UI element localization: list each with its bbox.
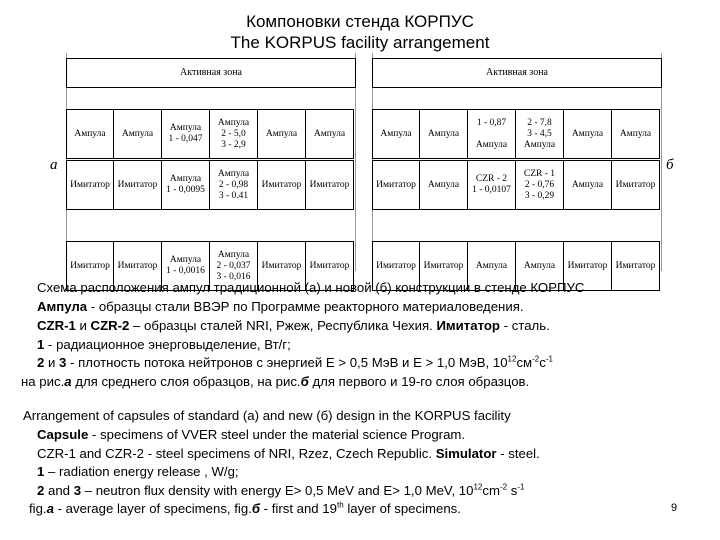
cell-line: 2 - 7,8	[527, 117, 552, 128]
cell-line	[490, 129, 492, 140]
cell-line: Ампула	[475, 139, 508, 150]
en-caption-line-5: 2 and 3 – neutron flux density with energy E> 0,5 MeV and E> 1,0 MeV, $10^{12}cm^{-2}$ $s^{-1}$	[37, 482, 525, 498]
grid-cell: Имитатор	[114, 160, 162, 210]
grid-cell	[468, 109, 516, 159]
ru-caption-line-6: на рис.а для среднего слоя образцов, на рис.б для первого и 19-го слоя образцов.	[21, 374, 530, 389]
grid-cell: Имитатор	[612, 241, 660, 291]
grid-cell: Ампула	[114, 109, 162, 159]
grid-cell: Ампула	[516, 241, 564, 291]
grid-cell: Ампула	[564, 109, 612, 159]
active-zone: Активная зона	[66, 58, 356, 88]
grid-cell: Имитатор	[564, 241, 612, 291]
grid-row	[372, 160, 662, 210]
cell-line: 2 - 5,0	[221, 128, 246, 139]
grid-cell	[210, 109, 258, 159]
cell-line: Ампула	[169, 255, 202, 265]
grid-cell: Имитатор	[420, 241, 468, 291]
grid-cell: Имитатор	[66, 160, 114, 210]
ru-caption-line-4: 1 - радиационное энерговыделение, Вт/г;	[37, 337, 291, 352]
active-zone: Активная зона	[372, 58, 662, 88]
cell-line: 1 - 0,87	[476, 117, 507, 128]
en-caption-line-3: CZR-1 and CZR-2 - steel specimens of NRI, Rzez, Czech Republic. Simulator - steel.	[37, 446, 540, 461]
grid-cell: Имитатор	[306, 160, 354, 210]
cell-line: 3 - 4,5	[527, 128, 552, 139]
grid-cell: Ампула	[564, 160, 612, 210]
cell-line: Ампула	[217, 168, 250, 179]
cell-line: Ампула	[217, 249, 250, 260]
grid-cell	[516, 160, 564, 210]
cell-line: 2 - 0,76	[524, 179, 555, 190]
cell-line: 3 - 0,29	[524, 190, 555, 201]
en-caption-line-1: Arrangement of capsules of standard (а) and new (б) design in the KORPUS facility	[23, 408, 511, 423]
grid-cell: Ампула	[372, 109, 420, 159]
cell-line: 3 - 0,016	[216, 271, 251, 282]
cell-line: Ампула	[169, 174, 202, 184]
title-en: The KORPUS facility arrangement	[230, 33, 490, 52]
cell-line: Ампула	[217, 117, 250, 128]
panel-b-label: б	[666, 157, 674, 173]
page-number: 9	[671, 502, 678, 514]
grid-cell: Ампула	[258, 109, 306, 159]
grid-cell	[468, 160, 516, 210]
cell-line: 2 - 0,98	[218, 179, 249, 190]
cell-line: 3 - 0.41	[218, 190, 249, 201]
grid-cell	[516, 109, 564, 159]
grid-cell	[162, 160, 210, 210]
grid-row	[66, 160, 356, 210]
panel-b-diagram	[372, 53, 662, 271]
en-caption-line-2: Capsule - specimens of VVER steel under the material science Program.	[37, 427, 466, 442]
cell-line: CZR - 2	[475, 174, 508, 184]
grid-cell: Имитатор	[66, 241, 114, 291]
grid-cell	[162, 109, 210, 159]
grid-row	[372, 109, 662, 159]
ru-caption-line-5: 2 и 3 - плотность потока нейтронов с энергией Е > 0,5 МэВ и Е > 1,0 МэВ, $10^{12}см^{-2}с^{-1}$	[37, 354, 553, 370]
grid-cell: Имитатор	[258, 241, 306, 291]
panel-a-label: а	[50, 157, 58, 173]
grid-cell: Имитатор	[372, 241, 420, 291]
cell-line: 1 - 0,0016	[166, 266, 205, 276]
grid-cell: Ампула	[306, 109, 354, 159]
panel-a-diagram	[66, 53, 356, 282]
cell-line: Ампула	[523, 139, 556, 150]
grid-row	[66, 109, 356, 159]
ru-caption-line-2: Ампула - образцы стали ВВЭР по Программе реакторного материаловедения.	[37, 299, 524, 314]
cell-line: 2 - 0,037	[216, 260, 251, 271]
cell-line: 1 - 0,0107	[472, 185, 511, 195]
en-caption-line-4: 1 – radiation energy release , W/g;	[37, 464, 239, 479]
ru-caption-line-3: CZR-1 и CZR-2 – образцы сталей NRI, Ржеж, Республика Чехия. Имитатор - сталь.	[37, 318, 550, 333]
grid-cell: Имитатор	[114, 241, 162, 291]
grid-cell: Ампула	[66, 109, 114, 159]
cell-line: 3 - 2,9	[221, 139, 246, 150]
cell-line: 1 - 0,0095	[166, 185, 205, 195]
grid-cell: Ампула	[468, 241, 516, 291]
ru-caption-line-1: Схема расположения ампул традиционной (а) и новой (б) конструкции в стенде КОРПУС	[37, 280, 585, 295]
cell-line: 1 - 0,047	[168, 134, 203, 144]
en-caption-line-6: fig.a - average layer of specimens, fig.б - first and 19th layer of specimens.	[29, 500, 461, 516]
grid-cell: Ампула	[420, 160, 468, 210]
grid-cell: Имитатор	[306, 241, 354, 291]
title-ru: Компоновки стенда КОРПУС	[246, 12, 474, 31]
cell-line: CZR - 1	[523, 168, 556, 179]
cell-line: Ампула	[169, 123, 202, 133]
grid-cell: Имитатор	[612, 160, 660, 210]
grid-cell: Имитатор	[258, 160, 306, 210]
grid-cell: Имитатор	[372, 160, 420, 210]
grid-cell: Ампула	[612, 109, 660, 159]
grid-cell: Ампула	[420, 109, 468, 159]
grid-cell	[210, 160, 258, 210]
